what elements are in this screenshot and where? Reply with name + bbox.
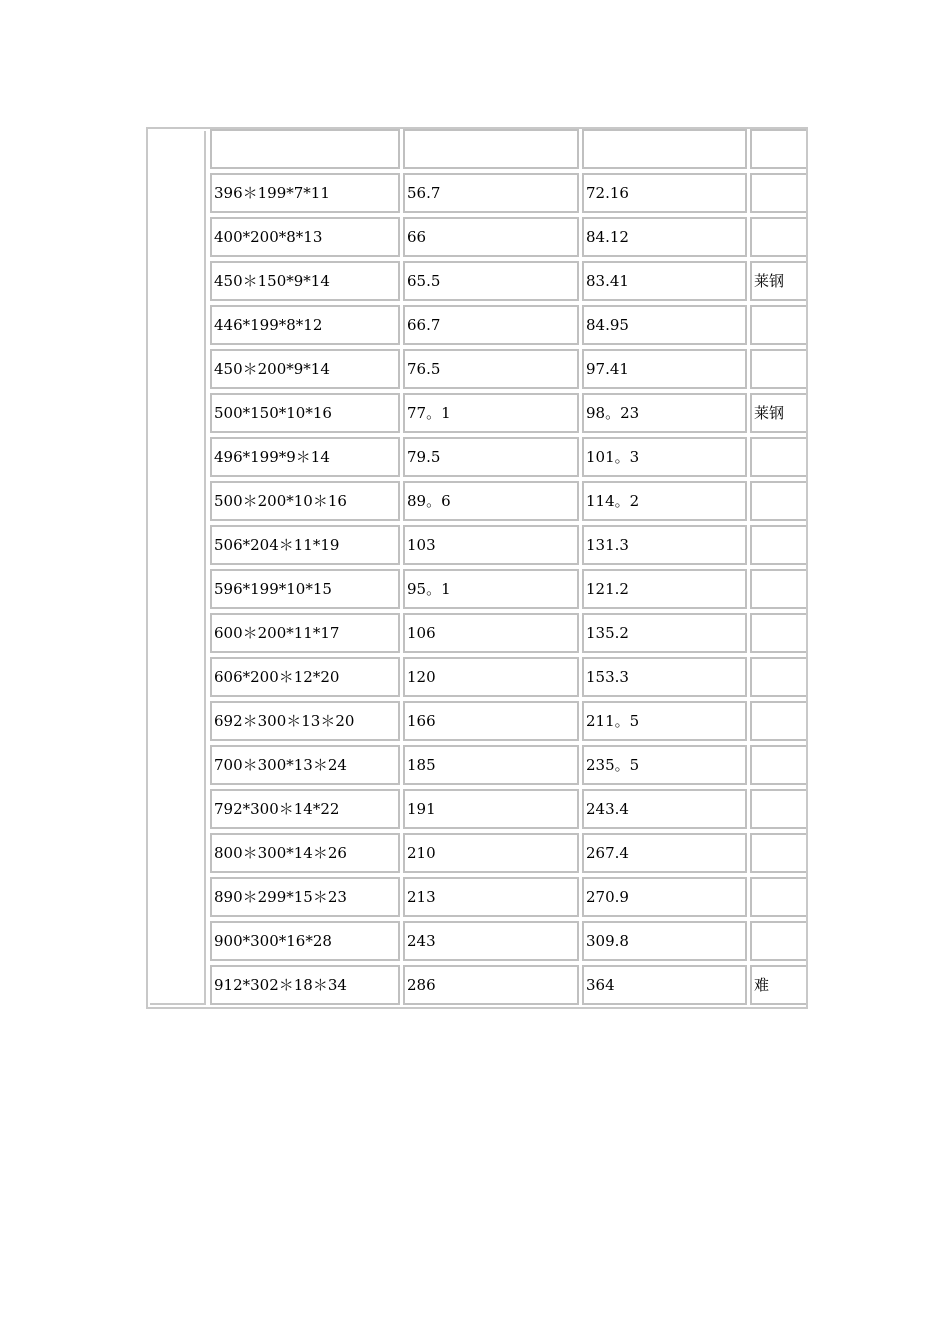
- cell-spec: 496*199*9＊14: [210, 437, 400, 477]
- table-row: [208, 569, 806, 609]
- table-row: [208, 481, 806, 521]
- table-row: [208, 657, 806, 697]
- cell-area: 84.95: [582, 305, 747, 345]
- cell-note: [750, 921, 806, 961]
- cell-area: 364: [582, 965, 747, 1005]
- cell-area: 72.16: [582, 173, 747, 213]
- cell-spec: 506*204＊11*19: [210, 525, 400, 565]
- cell-note: [750, 701, 806, 741]
- cell-area: 131.3: [582, 525, 747, 565]
- cell-spec: 900*300*16*28: [210, 921, 400, 961]
- table-row: [208, 833, 806, 873]
- cell-area: 270.9: [582, 877, 747, 917]
- cell-area: 235。5: [582, 745, 747, 785]
- cell-weight: 243: [403, 921, 579, 961]
- cell-weight: 191: [403, 789, 579, 829]
- cell-note: [750, 789, 806, 829]
- cell-spec: 700＊300*13＊24: [210, 745, 400, 785]
- cell-note: [750, 613, 806, 653]
- cell-spec: 692＊300＊13＊20: [210, 701, 400, 741]
- cell-spec: 446*199*8*12: [210, 305, 400, 345]
- table-row: [208, 965, 806, 1005]
- cell-spec: 500*150*10*16: [210, 393, 400, 433]
- cell-area: 121.2: [582, 569, 747, 609]
- cell-note: [750, 173, 806, 213]
- table-row: [208, 173, 806, 213]
- cell-spec: 450＊150*9*14: [210, 261, 400, 301]
- cell-area: 211。5: [582, 701, 747, 741]
- cell-note: [750, 437, 806, 477]
- cell-weight: 103: [403, 525, 579, 565]
- cell-area: 84.12: [582, 217, 747, 257]
- cell-note: [750, 657, 806, 697]
- table-row: [208, 701, 806, 741]
- cell-weight: 213: [403, 877, 579, 917]
- cell-note: [750, 569, 806, 609]
- cell-weight: 76.5: [403, 349, 579, 389]
- cell-note: [750, 481, 806, 521]
- table-row: [208, 525, 806, 565]
- cell-weight: 286: [403, 965, 579, 1005]
- cell-weight: 89。6: [403, 481, 579, 521]
- cell-spec: 400*200*8*13: [210, 217, 400, 257]
- cell-note: [750, 305, 806, 345]
- cell-note: 难: [750, 965, 806, 1005]
- cell-spec: 912*302＊18＊34: [210, 965, 400, 1005]
- cell-spec: 600＊200*11*17: [210, 613, 400, 653]
- cell-note: [750, 525, 806, 565]
- cell-weight: 79.5: [403, 437, 579, 477]
- cell-spec: 450＊200*9*14: [210, 349, 400, 389]
- cell-area: 97.41: [582, 349, 747, 389]
- cell-spec: 890＊299*15＊23: [210, 877, 400, 917]
- table-row: [208, 217, 806, 257]
- header-cell-spec: [210, 129, 400, 169]
- cell-weight: 106: [403, 613, 579, 653]
- cell-note: 莱钢: [750, 393, 806, 433]
- table-row: [208, 745, 806, 785]
- table-row: [208, 261, 806, 301]
- cell-weight: 66: [403, 217, 579, 257]
- cell-weight: 95。1: [403, 569, 579, 609]
- cell-spec: 792*300＊14*22: [210, 789, 400, 829]
- cell-spec: 596*199*10*15: [210, 569, 400, 609]
- table-row: [208, 877, 806, 917]
- table-row: [208, 349, 806, 389]
- merged-category-cell: [150, 131, 206, 1005]
- cell-spec: 500＊200*10＊16: [210, 481, 400, 521]
- table-row: [208, 437, 806, 477]
- table-row: [208, 789, 806, 829]
- cell-weight: 210: [403, 833, 579, 873]
- cell-area: 309.8: [582, 921, 747, 961]
- cell-note: [750, 217, 806, 257]
- cell-weight: 56.7: [403, 173, 579, 213]
- table-row: [208, 305, 806, 345]
- cell-area: 114。2: [582, 481, 747, 521]
- table-row: [208, 393, 806, 433]
- cell-spec: 800＊300*14＊26: [210, 833, 400, 873]
- table-row: [208, 613, 806, 653]
- header-cell-note: [750, 129, 806, 169]
- cell-note: 莱钢: [750, 261, 806, 301]
- cell-area: 243.4: [582, 789, 747, 829]
- cell-area: 267.4: [582, 833, 747, 873]
- cell-note: [750, 745, 806, 785]
- cell-area: 98。23: [582, 393, 747, 433]
- cell-area: 101。3: [582, 437, 747, 477]
- header-cell-weight: [403, 129, 579, 169]
- cell-area: 135.2: [582, 613, 747, 653]
- cell-spec: 396＊199*7*11: [210, 173, 400, 213]
- header-cell-area: [582, 129, 747, 169]
- cell-note: [750, 877, 806, 917]
- steel-spec-table: [146, 127, 808, 1009]
- cell-area: 83.41: [582, 261, 747, 301]
- cell-weight: 77。1: [403, 393, 579, 433]
- cell-weight: 185: [403, 745, 579, 785]
- cell-weight: 166: [403, 701, 579, 741]
- cell-area: 153.3: [582, 657, 747, 697]
- cell-spec: 606*200＊12*20: [210, 657, 400, 697]
- cell-note: [750, 349, 806, 389]
- table-row: [208, 921, 806, 961]
- cell-weight: 65.5: [403, 261, 579, 301]
- cell-weight: 120: [403, 657, 579, 697]
- table-header-row: [208, 129, 806, 169]
- cell-note: [750, 833, 806, 873]
- cell-weight: 66.7: [403, 305, 579, 345]
